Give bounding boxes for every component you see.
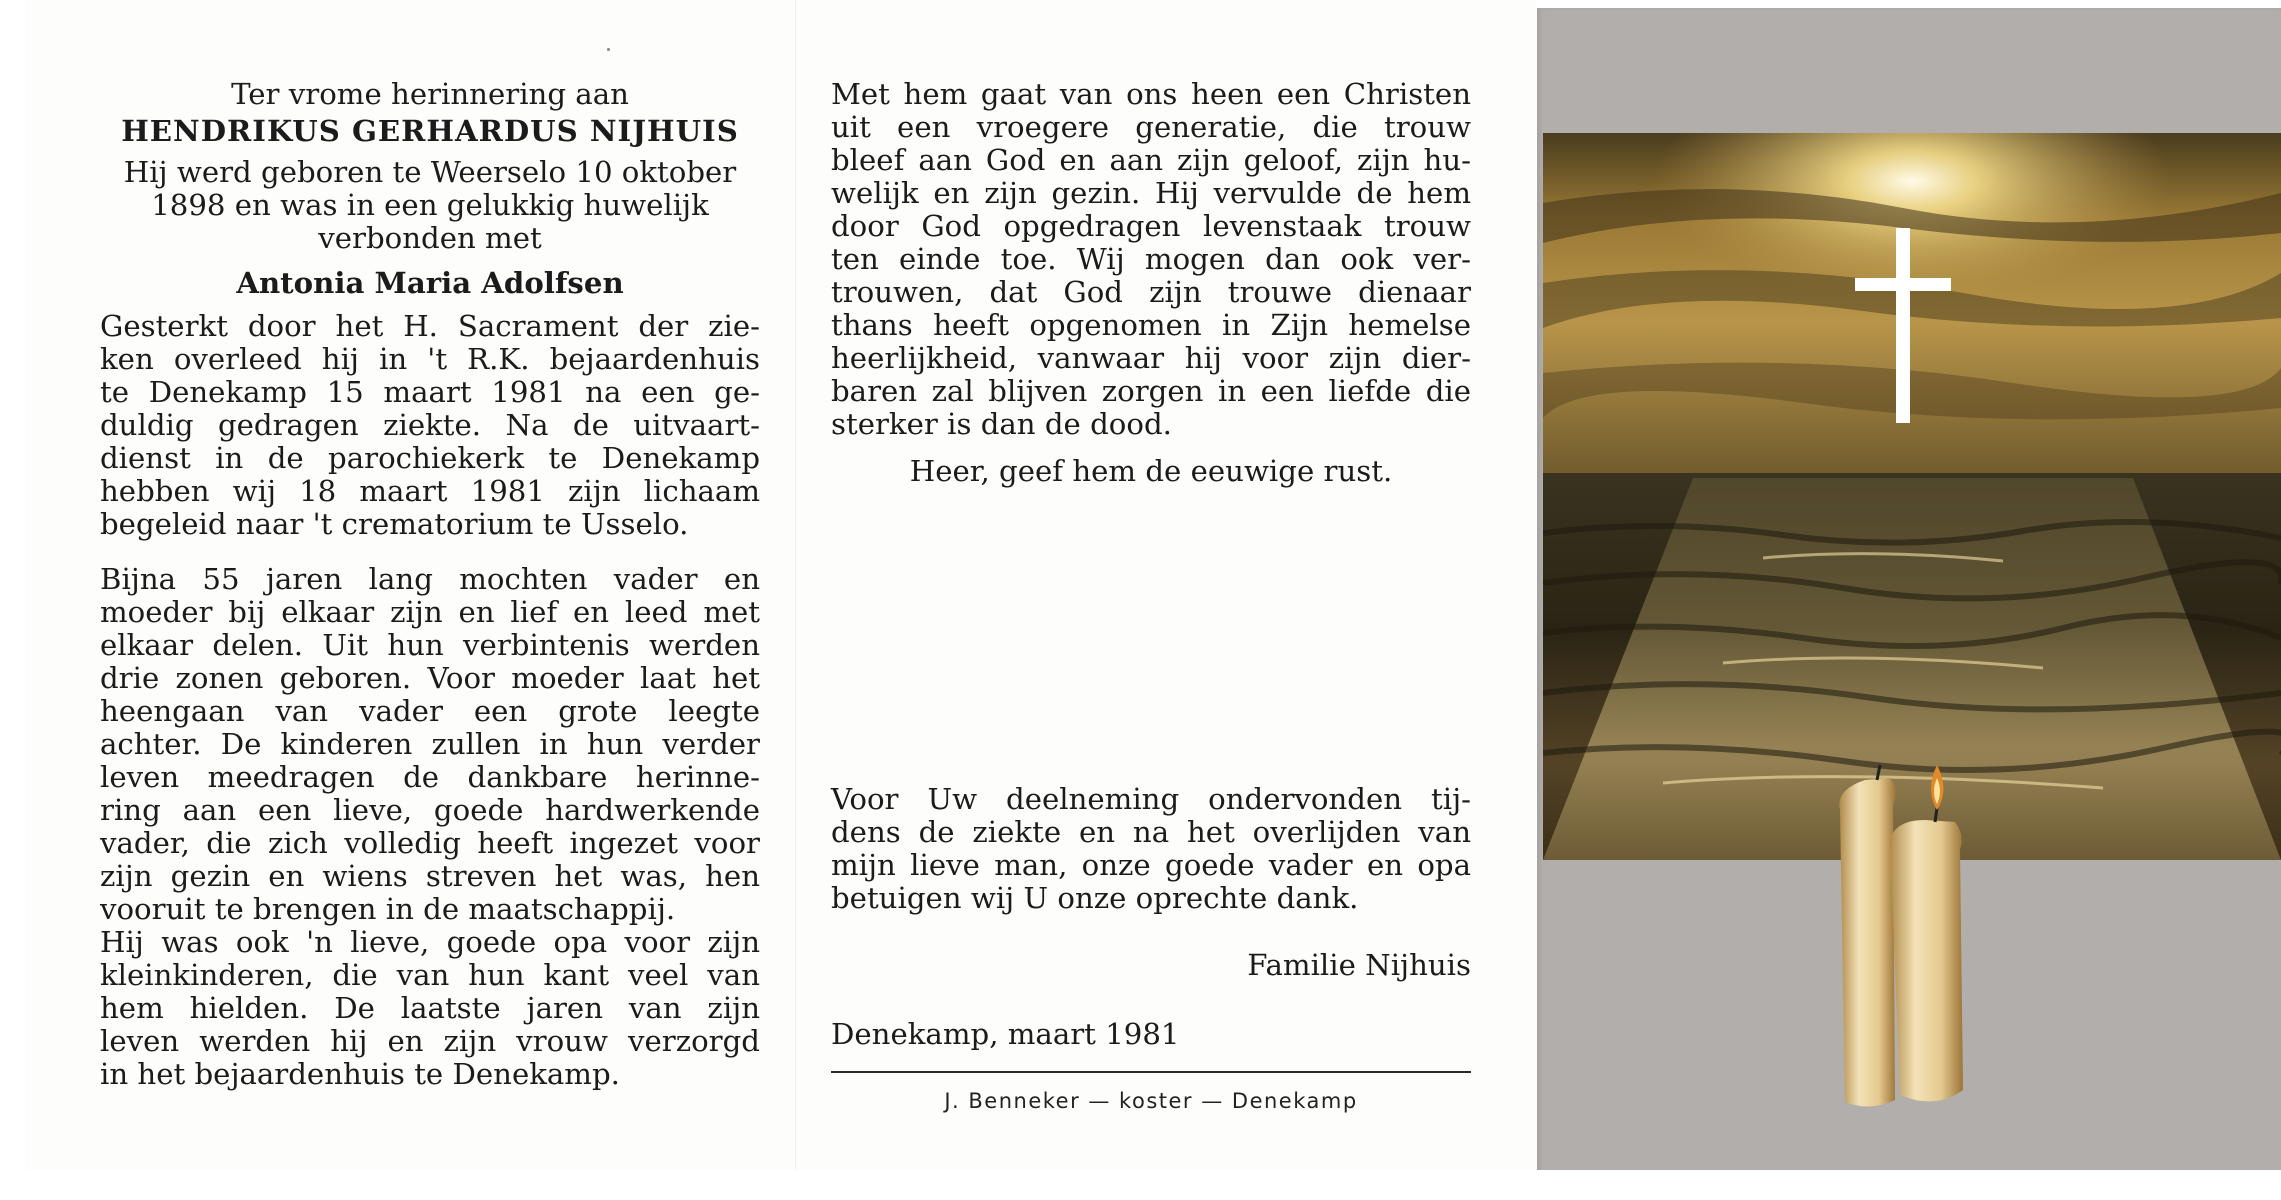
text-line: kleinkinderen, die van hun kant veel van [100,958,760,992]
text-line: begeleid naar 't crematorium te Usselo. [100,507,689,541]
text-line: drie zonen geboren. Voor moeder laat het [100,661,760,695]
text-line: bleef aan God en aan zijn geloof, zijn hu- [831,143,1471,177]
middle-page [795,0,1536,1170]
text-line: dienst in de parochiekerk te Denekamp [100,441,760,475]
text-line: mijn lieve man, onze goede vader en opa [831,848,1471,882]
print-dot [607,48,610,51]
text-line: uit een vroegere generatie, die trouw [831,110,1471,144]
text-line: Voor Uw deelneming ondervonden tij- [831,782,1471,816]
tribute-column [831,78,1471,488]
text-line: moeder bij elkaar zijn en lief en leed met [100,595,760,629]
family-signature: Familie Nijhuis [1247,948,1471,982]
birth-line: 1898 en was in een gelukkig huwelijk [151,188,709,222]
prayer-line: Heer, geef hem de eeuwige rust. [909,454,1393,488]
sunset-sea-image [1543,133,2281,860]
text-line: heengaan van vader een grote leegte [100,694,760,728]
text-line: ken overleed hij in 't R.K. bejaardenhuis [100,342,760,376]
divider-rule [831,1071,1471,1073]
text-line: Bijna 55 jaren lang mochten vader en [100,562,760,596]
text-line: ring aan een lieve, goede hardwerkende [100,793,760,827]
text-line: baren zal blijven zorgen in een liefde die [831,374,1471,408]
place-date: Denekamp, maart 1981 [831,1017,1180,1051]
left-page [25,0,795,1170]
text-line: te Denekamp 15 maart 1981 na een ge- [100,375,760,409]
text-line: Hij was ook 'n lieve, goede opa voor zijn [100,925,760,959]
text-line: welijk en zijn gezin. Hij vervulde de hem [831,176,1471,210]
text-line: achter. De kinderen zullen in hun verder [100,727,760,761]
deceased-name: HENDRIKUS GERHARDUS NIJHUIS [121,114,739,148]
printer-credit: J. Benneker — koster — Denekamp [944,1089,1358,1113]
birth-line: verbonden met [318,221,542,255]
text-line: Met hem gaat van ons heen een Christen [831,77,1471,111]
text-line: elkaar delen. Uit hun verbintenis werden [100,628,760,662]
text-line: Gesterkt door het H. Sacrament der zie- [100,309,760,343]
spouse-name: Antonia Maria Adolfsen [236,266,624,300]
text-line: ten einde toe. Wij mogen dan ook ver- [831,242,1471,276]
text-line: leven werden hij en zijn vrouw verzorgd [100,1024,760,1058]
text-line: hem hielden. De laatste jaren van zijn [100,991,760,1025]
text-line: thans heeft opgenomen in Zijn hemelse [831,308,1471,342]
text-line: heerlijkheid, vanwaar hij voor zijn dier- [831,341,1471,375]
candles-icon [1825,760,1995,1115]
paragraph-gap [100,541,760,563]
obituary-column [100,78,760,1091]
birth-line: Hij werd geboren te Weerselo 10 oktober [123,155,737,189]
text-line: door God opgedragen levenstaak trouw [831,209,1471,243]
intro-line: Ter vrome herinnering aan [231,77,629,111]
text-line: duldig gedragen ziekte. Na de uitvaart- [100,408,760,442]
sunset-sea-icon [1543,133,2281,860]
text-line: in het bejaardenhuis te Denekamp. [100,1057,620,1091]
text-line: vader, die zich volledig heeft ingezet voor [100,826,760,860]
text-line: zijn gezin en wiens streven het was, hen [100,859,760,893]
text-line: trouwen, dat God zijn trouwe dienaar [831,275,1471,309]
bottom-margin [0,1170,2281,1200]
text-line: vooruit te brengen in de maatschappij. [100,892,676,926]
text-line: betuigen wij U onze oprechte dank. [831,881,1359,915]
thanks-column [831,783,1471,1118]
text-line: hebben wij 18 maart 1981 zijn lichaam [100,474,760,508]
text-line: sterker is dan de dood. [831,407,1172,441]
text-line: leven meedragen de dankbare herinne- [100,760,760,794]
text-line: dens de ziekte en na het overlijden van [831,815,1471,849]
